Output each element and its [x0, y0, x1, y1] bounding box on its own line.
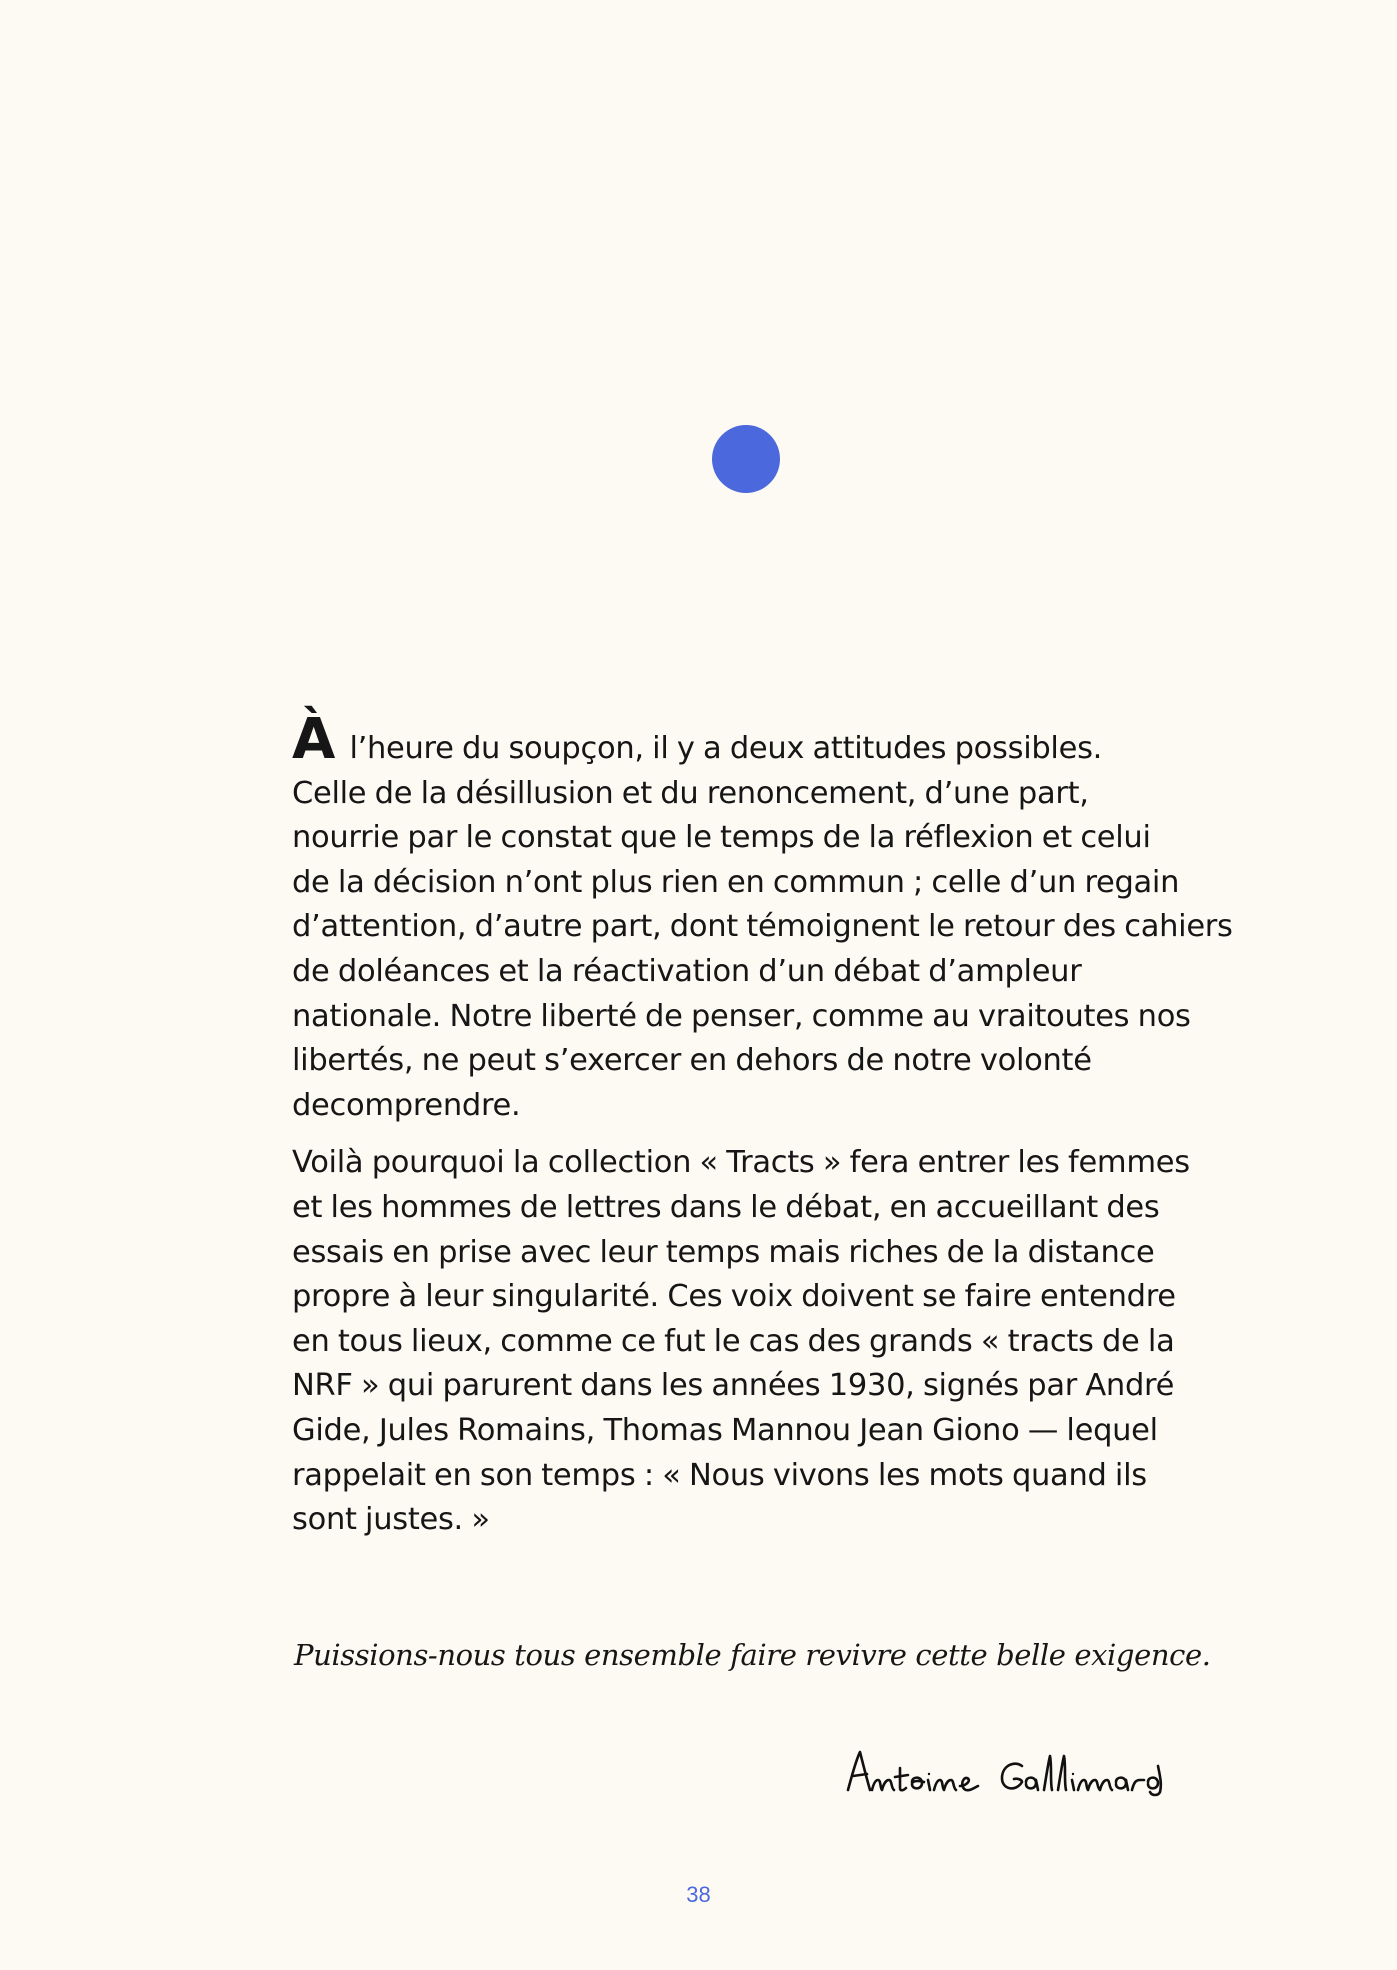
intro-line: [292, 707, 1212, 772]
body-line: propre à leur singularité. Ces voix doivent se faire entendre: [292, 1279, 1176, 1315]
intro-line: d’attention, d’autre part, dont témoignent le retour des cahiers: [292, 909, 1233, 945]
body-line: et les hommes de lettres dans le débat, en accueillant des: [292, 1189, 1160, 1225]
body-line: essais en prise avec leur temps mais riches de la distance: [292, 1234, 1155, 1270]
intro-line: nourrie par le constat que le temps de la réflexion et celui: [292, 820, 1151, 856]
body-line: NRF » qui parurent dans les années 1930, signés par André: [292, 1368, 1175, 1404]
intro-line: de la décision n’ont plus rien en commun ; celle d’un regain: [292, 864, 1180, 900]
body-paragraph: [292, 1141, 1212, 1542]
intro-line: nationale. Notre liberté de penser, comme au vraitoutes nos: [292, 998, 1191, 1034]
body-line: rappelait en son temps : « Nous vivons les mots quand ils: [292, 1457, 1147, 1493]
closing-line: Puissions-nous tous ensemble faire revivre cette belle exigence.: [294, 1638, 1211, 1672]
article-text: [292, 707, 1233, 1543]
intro-paragraph: [292, 707, 1233, 1128]
body-line: Voilà pourquoi la collection « Tracts » fera entrer les femmes: [292, 1145, 1190, 1181]
body-line: en tous lieux, comme ce fut le cas des grands « tracts de la: [292, 1323, 1175, 1359]
intro-line: de doléances et la réactivation d’un débat d’ampleur: [292, 953, 1082, 989]
body-line: sont justes. »: [292, 1502, 490, 1538]
signature-image: [840, 1730, 1210, 1810]
intro-line: Celle de la désillusion et du renoncement, d’une part,: [292, 775, 1089, 811]
body-line: Gide, Jules Romains, Thomas Mannou Jean Giono — lequel: [292, 1412, 1158, 1448]
intro-line: libertés, ne peut s’exercer en dehors de notre volonté: [292, 1043, 1092, 1079]
drop-cap: À: [292, 707, 336, 772]
intro-line: decomprendre.: [292, 1087, 521, 1123]
page-number: 38: [686, 1882, 711, 1907]
intro-line-text: l’heure du soupçon, il y a deux attitudes possibles.: [341, 731, 1103, 766]
blue-dot-icon: [712, 425, 780, 493]
